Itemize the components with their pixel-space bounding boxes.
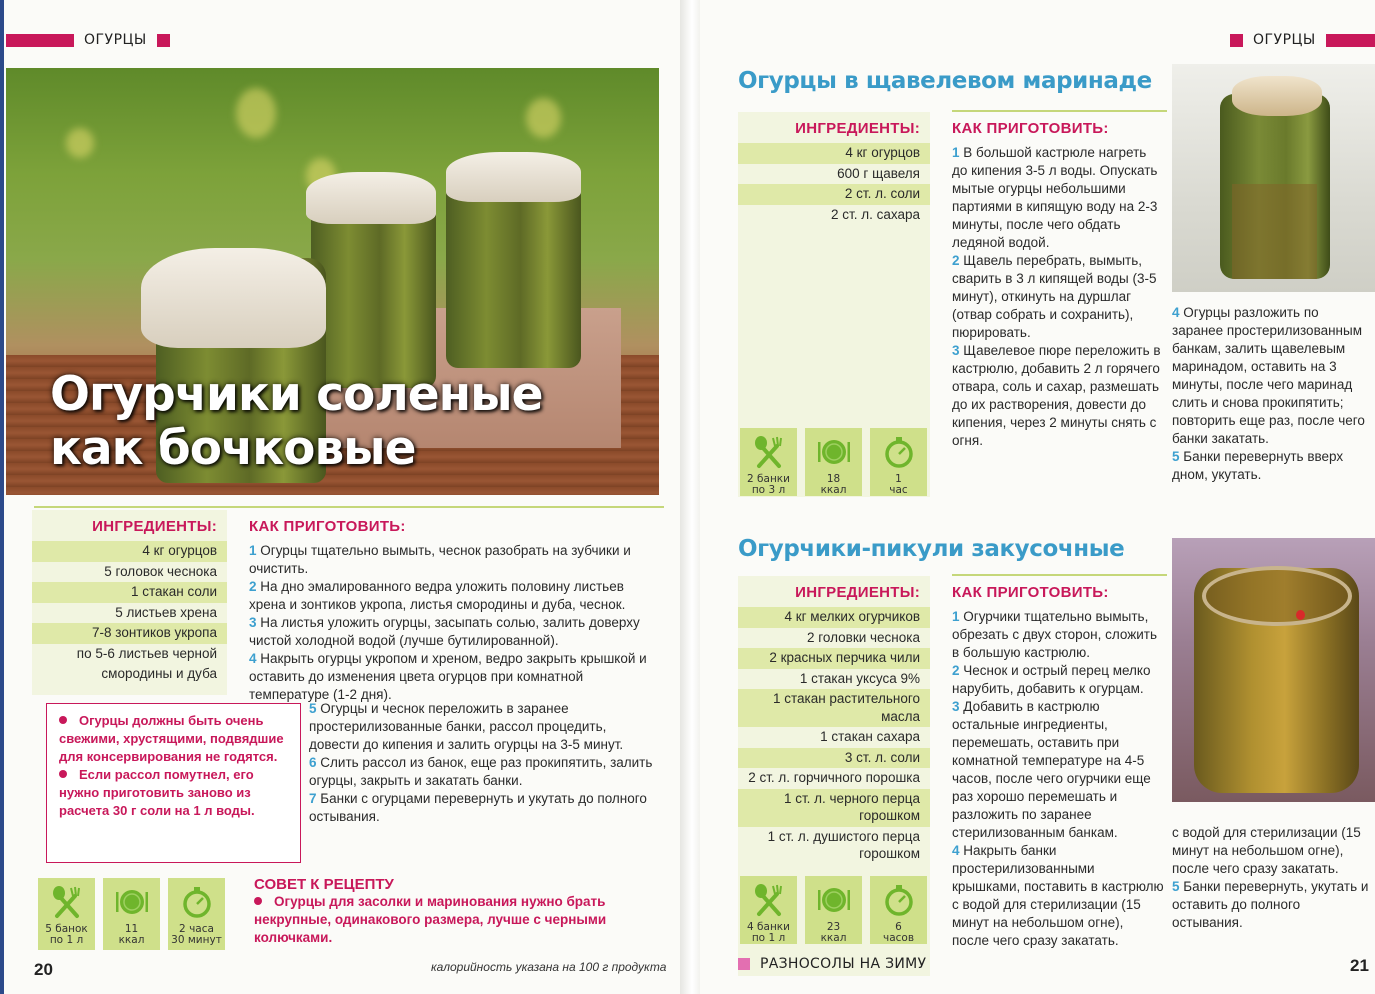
- bullet-icon: [59, 716, 67, 724]
- recipe-title-line2: как бочковые: [50, 421, 416, 476]
- time-tile: [168, 878, 225, 950]
- step: [1172, 304, 1372, 448]
- time-tile: [870, 876, 927, 944]
- instructions: [952, 120, 1164, 450]
- calories-label: 18 ккал: [820, 473, 847, 496]
- ingredient-item: 1 стакан соли: [32, 582, 227, 603]
- step: [952, 608, 1164, 662]
- page-number: 21: [1350, 956, 1369, 975]
- fork-spoon-icon: [751, 882, 787, 918]
- info-tiles: [38, 878, 225, 950]
- ingredient-item: 3 ст. л. соли: [738, 748, 930, 769]
- stopwatch-icon: [881, 434, 917, 470]
- ingredients-title: ИНГРЕДИЕНТЫ:: [795, 584, 920, 601]
- instructions: [952, 584, 1164, 950]
- step-text-continued: с водой для стерилизации (15 минут на небольшом огне), после чего сразу закатать.: [1172, 825, 1361, 876]
- step-text: На дно эмалированного ведра уложить половину листьев хрена и зонтиков укропа, листья смородины и дуба, чеснок.: [249, 579, 626, 612]
- step: [309, 790, 659, 826]
- tip-text: Если рассол помутнел, его нужно приготовить заново из расчета 30 г соли на 1 л воды.: [59, 767, 255, 818]
- plate-icon: [816, 434, 852, 470]
- step-number: 3: [952, 699, 960, 714]
- calories-label: 11 ккал: [118, 923, 145, 946]
- ingredient-item: 5 листьев хрена: [115, 604, 217, 620]
- advice-title: СОВЕТ К РЕЦЕПТУ: [254, 876, 394, 893]
- bokeh: [236, 88, 276, 138]
- ingredient-item: 2 красных перчика чили: [738, 648, 930, 669]
- step-number: 1: [249, 543, 257, 558]
- fork-spoon-icon: [751, 434, 787, 470]
- tip: [59, 766, 292, 820]
- step-number: 3: [249, 615, 257, 630]
- yield-label: 5 банок по 1 л: [45, 923, 88, 946]
- recipe-title: Огурчики-пикули закусочные: [738, 536, 1125, 562]
- ingredients-table: [32, 510, 227, 695]
- recipe-title: Огурцы в щавелевом маринаде: [738, 68, 1152, 94]
- sorrel-sediment: [1232, 184, 1317, 279]
- calories-label: 23 ккал: [820, 921, 847, 944]
- yield-tile: [38, 878, 95, 950]
- step: [309, 754, 659, 790]
- step: [249, 542, 659, 578]
- ingredient-item: 600 г щавеля: [837, 165, 920, 181]
- jar-cloth: [306, 172, 436, 224]
- ingredient-item: 4 кг огурцов: [738, 143, 930, 164]
- step-text: Чеснок и острый перец мелко нарубить, добавить к огурцам.: [952, 663, 1151, 696]
- step-text: Огурчики тщательно вымыть, обрезать с двух сторон, сложить в большую кастрюлю.: [952, 609, 1158, 660]
- section-bar: [6, 34, 74, 47]
- fork-spoon-icon: [49, 884, 85, 920]
- recipe-title: [50, 368, 543, 476]
- step-text: Банки с огурцами перевернуть и укутать до полного остывания.: [309, 791, 647, 824]
- step-text: Слить рассол из банок, еще раз прокипятить, залить огурцы, закрыть и закатать банки.: [309, 755, 653, 788]
- step-number: 5: [309, 701, 317, 716]
- step: [1172, 824, 1372, 878]
- instructions-title: КАК ПРИГОТОВИТЬ:: [952, 584, 1109, 601]
- bullet-icon: [254, 897, 262, 905]
- section-bar: [1326, 34, 1375, 47]
- tip-box: [46, 703, 301, 863]
- tip-text: Огурцы должны быть очень свежими, хрустящими, подвядшие для консервирования не годятся.: [59, 713, 284, 764]
- bokeh: [66, 128, 94, 158]
- ingredients-title: ИНГРЕДИЕНТЫ:: [92, 518, 217, 535]
- yield-tile: [740, 876, 797, 944]
- ingredient-item: 1 стакан сахара: [820, 729, 920, 744]
- recipe-advice: [254, 876, 674, 947]
- page-spine: [680, 0, 700, 994]
- yield-label: 2 банки по 3 л: [747, 473, 790, 496]
- ingredient-item: 1 стакан уксуса 9%: [799, 670, 920, 686]
- sorrel-pickles-photo: [1172, 64, 1375, 292]
- advice-text: Огурцы для засолки и маринования нужно брать некрупные, одинакового размера, лучше с черными колючками.: [254, 894, 607, 945]
- yield-tile: [740, 428, 797, 496]
- info-tiles: [740, 428, 927, 496]
- step: [1172, 448, 1372, 484]
- ingredient-item: 2 ст. л. соли: [738, 184, 930, 205]
- step-text: Щавелевое пюре переложить в кастрюлю, добавить 2 л горячего отвара, соль и сахар, размешать до их растворения, довести до кипения, через 2 минуты снять с огня.: [952, 343, 1161, 448]
- calories-tile: [103, 878, 160, 950]
- instructions-title: КАК ПРИГОТОВИТЬ:: [952, 120, 1109, 137]
- section-square: [157, 34, 170, 47]
- ingredient-item: 2 головки чеснока: [807, 629, 920, 645]
- ingredient-item: 1 стакан растительного масла: [738, 689, 930, 727]
- step-text: Банки перевернуть, укутать и оставить до полного остывания.: [1172, 879, 1369, 930]
- chili-pepper: [1296, 610, 1305, 620]
- step: [952, 144, 1164, 252]
- ingredient-item: по 5-6 листьев черной: [76, 645, 217, 661]
- divider: [952, 574, 1167, 576]
- section-label: ОГУРЦЫ: [84, 32, 147, 48]
- step-text: Накрыть банки простерилизованными крышками, поставить в кастрюлю с водой для стерилизации (15 минут на небольшом огне), после чего сразу закатать.: [952, 843, 1164, 948]
- step-number: 5: [1172, 879, 1180, 894]
- step: [249, 578, 659, 614]
- divider: [34, 506, 664, 508]
- recipe-title-line1: Огурчики соленые: [50, 367, 543, 422]
- left-page: [0, 0, 680, 994]
- jar-cloth: [1232, 76, 1322, 116]
- divider: [952, 110, 1167, 112]
- jar-rim: [1202, 566, 1352, 626]
- step-number: 7: [309, 791, 317, 806]
- page-number: 20: [34, 960, 53, 979]
- step: [952, 842, 1164, 950]
- time-label: 6 часов: [882, 921, 915, 944]
- step-text: Огурцы разложить по заранее простерилизованным банкам, залить щавелевым маринадом, оставить на 3 минуты, после чего маринад слить и снова прокипятить; повторить еще раз, после чего банки закатать.: [1172, 305, 1365, 446]
- ingredient-item: 2 ст. л. сахара: [831, 206, 920, 222]
- step-number: 6: [309, 755, 317, 770]
- hero-photo: [6, 68, 659, 495]
- step: [952, 662, 1164, 698]
- plate-icon: [114, 884, 150, 920]
- ingredient-item: 7-8 зонтиков укропа: [32, 623, 227, 644]
- instructions-continued: [1172, 304, 1372, 484]
- step: [1172, 878, 1372, 932]
- ingredient-item: смородины и дуба: [101, 666, 217, 681]
- bokeh: [526, 98, 561, 138]
- time-tile: [870, 428, 927, 496]
- step-number: 2: [952, 253, 960, 268]
- bullet-icon: [59, 770, 67, 778]
- instructions-continued: [1172, 824, 1372, 932]
- step-number: 2: [952, 663, 960, 678]
- step-text: В большой кастрюле нагреть до кипения 3-5 л воды. Опускать мытые огурцы небольшими партиями в кипящую воду на 2-3 минуты, после чего обдать ледяной водой.: [952, 145, 1158, 250]
- ingredients-title: ИНГРЕДИЕНТЫ:: [795, 120, 920, 137]
- pickled-gherkins-photo: [1172, 538, 1375, 802]
- step: [249, 650, 659, 704]
- info-tiles: [740, 876, 927, 944]
- footer-section: [738, 956, 926, 972]
- calories-tile: [805, 876, 862, 944]
- step-number: 5: [1172, 449, 1180, 464]
- jar-cloth: [446, 152, 581, 202]
- step-number: 4: [1172, 305, 1180, 320]
- step-number: 1: [952, 609, 960, 624]
- step-text: Добавить в кастрюлю остальные ингредиенты, перемешать, оставить при комнатной температуре на 4-5 часов, после чего огурчики еще раз хорошо перемешать и разложить по заранее стерилизованным банкам.: [952, 699, 1151, 840]
- step-number: 4: [249, 651, 257, 666]
- step-number: 3: [952, 343, 960, 358]
- step: [952, 252, 1164, 342]
- ingredient-item: 5 головок чеснока: [104, 563, 217, 579]
- ingredient-item: 1 ст. л. душистого перца горошком: [767, 828, 920, 861]
- time-label: 2 часа 30 минут: [171, 923, 222, 946]
- ingredient-item: 4 кг огурцов: [32, 541, 227, 562]
- ingredient-item: 1 ст. л. черного перца горошком: [738, 789, 930, 827]
- time-label: 1 час: [889, 473, 908, 496]
- ingredient-item: 4 кг мелких огурчиков: [738, 607, 930, 628]
- yield-label: 4 банки по 1 л: [747, 921, 790, 944]
- footer-section-label: РАЗНОСОЛЫ НА ЗИМУ: [760, 956, 927, 972]
- stopwatch-icon: [881, 882, 917, 918]
- instructions: [249, 518, 659, 704]
- ingredient-item: 2 ст. л. горчичного порошка: [748, 770, 920, 785]
- step: [952, 698, 1164, 842]
- instructions-continued: [309, 700, 659, 826]
- section-label: ОГУРЦЫ: [1253, 32, 1316, 48]
- calories-tile: [805, 428, 862, 496]
- step: [952, 342, 1164, 450]
- step-text: Банки перевернуть вверх дном, укутать.: [1172, 449, 1344, 482]
- tip: [59, 712, 292, 766]
- jar-cloth: [141, 248, 326, 348]
- step-text: Огурцы и чеснок переложить в заранее простерилизованные банки, рассол процедить, довести до кипения и залить огурцы на 3-5 минут.: [309, 701, 624, 752]
- instructions-title: КАК ПРИГОТОВИТЬ:: [249, 518, 406, 535]
- step-text: Накрыть огурцы укропом и хреном, ведро закрыть крышкой и оставить до изменения цвета огурцов при комнатной температуре (1-2 дня).: [249, 651, 647, 702]
- step: [309, 700, 659, 754]
- step: [249, 614, 659, 650]
- right-page: [700, 0, 1375, 994]
- step-number: 4: [952, 843, 960, 858]
- section-square: [1230, 34, 1243, 47]
- plate-icon: [816, 882, 852, 918]
- footer-square: [738, 958, 750, 970]
- stopwatch-icon: [179, 884, 215, 920]
- step-text: Огурцы тщательно вымыть, чеснок разобрать на зубчики и очистить.: [249, 543, 631, 576]
- step-text: Щавель перебрать, вымыть, сварить в 3 л кипящей воды (3-5 минут), откинуть на дуршлаг (отвар собрать и сохранить), пюрировать.: [952, 253, 1157, 340]
- section-header: [1230, 32, 1375, 48]
- footnote: калорийность указана на 100 г продукта: [431, 960, 667, 974]
- step-number: 1: [952, 145, 960, 160]
- section-header: [6, 32, 170, 48]
- step-number: 2: [249, 579, 257, 594]
- step-text: На листья уложить огурцы, засыпать солью, залить доверху чистой холодной водой (лучше бутилированной).: [249, 615, 640, 648]
